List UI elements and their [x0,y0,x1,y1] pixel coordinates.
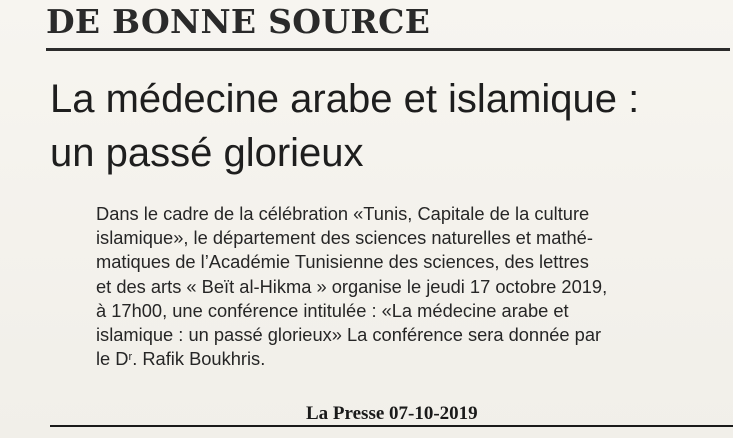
body-line-4: et des arts « Beït al-Hikma » organise le jeudi 17 octobre 2019, [96,275,608,297]
body-line-1: Dans le cadre de la célébration «Tunis, Capitale de la culture [96,203,590,224]
source-underline [50,425,733,427]
headline-line-1: La médecine arabe et islamique : [50,77,640,121]
headline-line-2: un passé glorieux [50,131,364,175]
rubric-divider [46,48,730,51]
body-line-6: islamique : un passé glorieux» La conférence sera donnée par [96,324,602,346]
body-line-2: islamique», le département des sciences naturelles et mathé- [96,227,593,249]
body-line-3: matiques de l’Académie Tunisienne des sciences, des lettres [96,251,589,273]
section-rubric: DE BONNE SOURCE [46,2,431,41]
doctor-superscript: r [128,351,133,364]
body-line-5: à 17h00, une conférence intitulée : «La médecine arabe et [96,299,569,321]
body-line-7-suffix: . Rafik Boukhris. [132,348,266,370]
body-line-7 [96,347,726,371]
article-body [96,202,726,371]
body-line-7-prefix: le D [96,348,129,370]
source-credit: La Presse 07-10-2019 [306,403,478,424]
article-headline [50,72,720,180]
